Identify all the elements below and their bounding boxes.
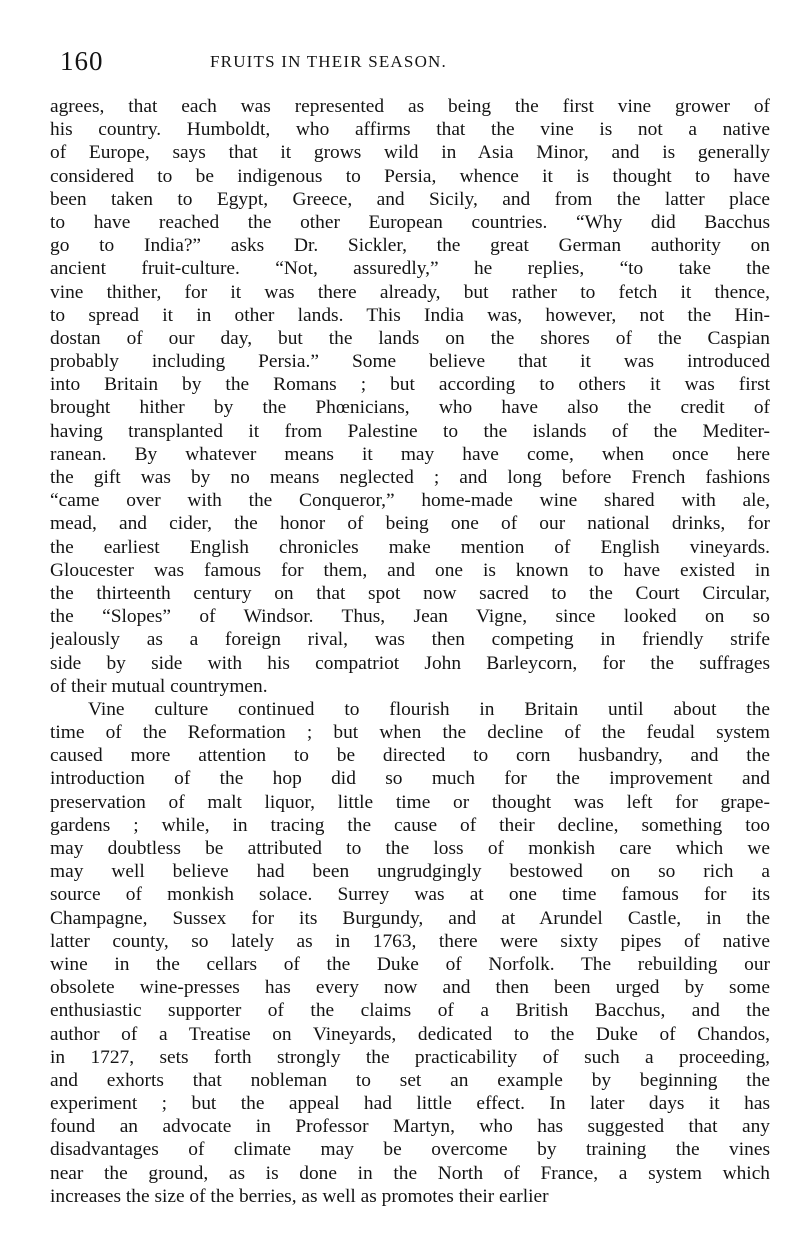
text-line: time of the Reformation ; but when the decline of the feudal system [50,722,770,744]
text-line: disadvantages of climate may be overcome by training the vines [50,1139,770,1161]
text-line: having transplanted it from Palestine to the islands of the Mediter- [50,420,770,442]
running-head [60,44,771,78]
text-line: mead, and cider, the honor of being one of our national drinks, for [50,513,770,535]
text-line: source of monkish solace. Surrey was at one time famous for its [50,884,770,906]
text-line: jealously as a foreign rival, was then competing in friendly strife [50,629,770,651]
text-line: side by side with his compatriot John Barleycorn, for the suffrages [50,652,770,674]
text-line: obsolete wine-presses has every now and then been urged by some [50,977,770,999]
text-line: the gift was by no means neglected ; and long before French fashions [50,467,770,488]
text-line: of Europe, says that it grows wild in Asia Minor, and is generally [50,142,770,164]
text-line: his country. Humboldt, who affirms that the vine is not a native [50,119,770,141]
text-line: the “Slopes” of Windsor. Thus, Jean Vigne, since looked on so [50,606,770,628]
text-line: brought hither by the Phœnicians, who have also the credit of [50,397,770,419]
text-line: near the ground, as is done in the North of France, a system which [50,1162,770,1184]
text-line: go to India?” asks Dr. Sickler, the great German authority on [50,235,770,257]
text-line: increases the size of the berries, as well as promotes their earlier [50,1185,549,1207]
text-line: caused more attention to be directed to corn husbandry, and the [50,745,770,767]
paragraph-1 [50,95,770,698]
text-line: Champagne, Sussex for its Burgundy, and at Arundel Castle, in the [50,907,770,929]
text-line: latter county, so lately as in 1763, there were sixty pipes of native [50,930,770,952]
text-line: into Britain by the Romans ; but according to others it was first [50,374,770,396]
text-line: author of a Treatise on Vineyards, dedicated to the Duke of Chandos, [50,1023,770,1045]
text-line: found an advocate in Professor Martyn, who has suggested that any [50,1116,770,1138]
text-line: vine thither, for it was there already, but rather to fetch it thence, [50,281,770,303]
text-line: experiment ; but the appeal had little effect. In later days it has [50,1093,770,1115]
text-line: dostan of our day, but the lands on the shores of the Caspian [50,327,770,349]
text-line: Gloucester was famous for them, and one is known to have existed in [50,559,770,581]
text-line: preservation of malt liquor, little time or thought was left for grape- [50,791,770,813]
text-line: may doubtless be attributed to the loss of monkish care which we [50,838,770,859]
text-line: agrees, that each was represented as being the first vine grower of [50,96,770,117]
text-line: to have reached the other European countries. “Why did Bacchus [50,211,770,233]
text-line: to spread it in other lands. This India was, however, not the Hin- [50,304,770,326]
text-line: Vine culture continued to flourish in Britain until about the [88,698,770,720]
page-number: 160 [60,46,104,76]
text-line: enthusiastic supporter of the claims of a British Bacchus, and the [50,1000,770,1022]
text-line: may well believe had been ungrudgingly bestowed on so rich a [50,861,770,883]
text-line: been taken to Egypt, Greece, and Sicily, and from the latter place [50,188,770,210]
text-line: “came over with the Conqueror,” home-made wine shared with ale, [50,490,770,512]
text-line: and exhorts that nobleman to set an example by beginning the [50,1069,770,1091]
text-line: the earliest English chronicles make mention of English vineyards. [50,536,770,558]
text-line: wine in the cellars of the Duke of Norfolk. The rebuilding our [50,953,770,975]
body-text [50,95,770,1208]
text-line: considered to be indigenous to Persia, whence it is thought to have [50,165,770,187]
running-title: FRUITS IN THEIR SEASON. [210,52,447,71]
paragraph-2 [50,698,770,1208]
text-line: introduction of the hop did so much for the improvement and [50,768,770,790]
text-line: in 1727, sets forth strongly the practicability of such a proceeding, [50,1046,770,1068]
text-line: the thirteenth century on that spot now sacred to the Court Circular, [50,582,770,604]
text-line: ranean. By whatever means it may have come, when once here [50,443,770,465]
text-line: of their mutual countrymen. [50,675,268,697]
text-line: ancient fruit-culture. “Not, assuredly,” he replies, “to take the [50,258,770,280]
text-line: probably including Persia.” Some believe that it was introduced [50,351,770,373]
text-line: gardens ; while, in tracing the cause of their decline, something too [50,814,770,836]
